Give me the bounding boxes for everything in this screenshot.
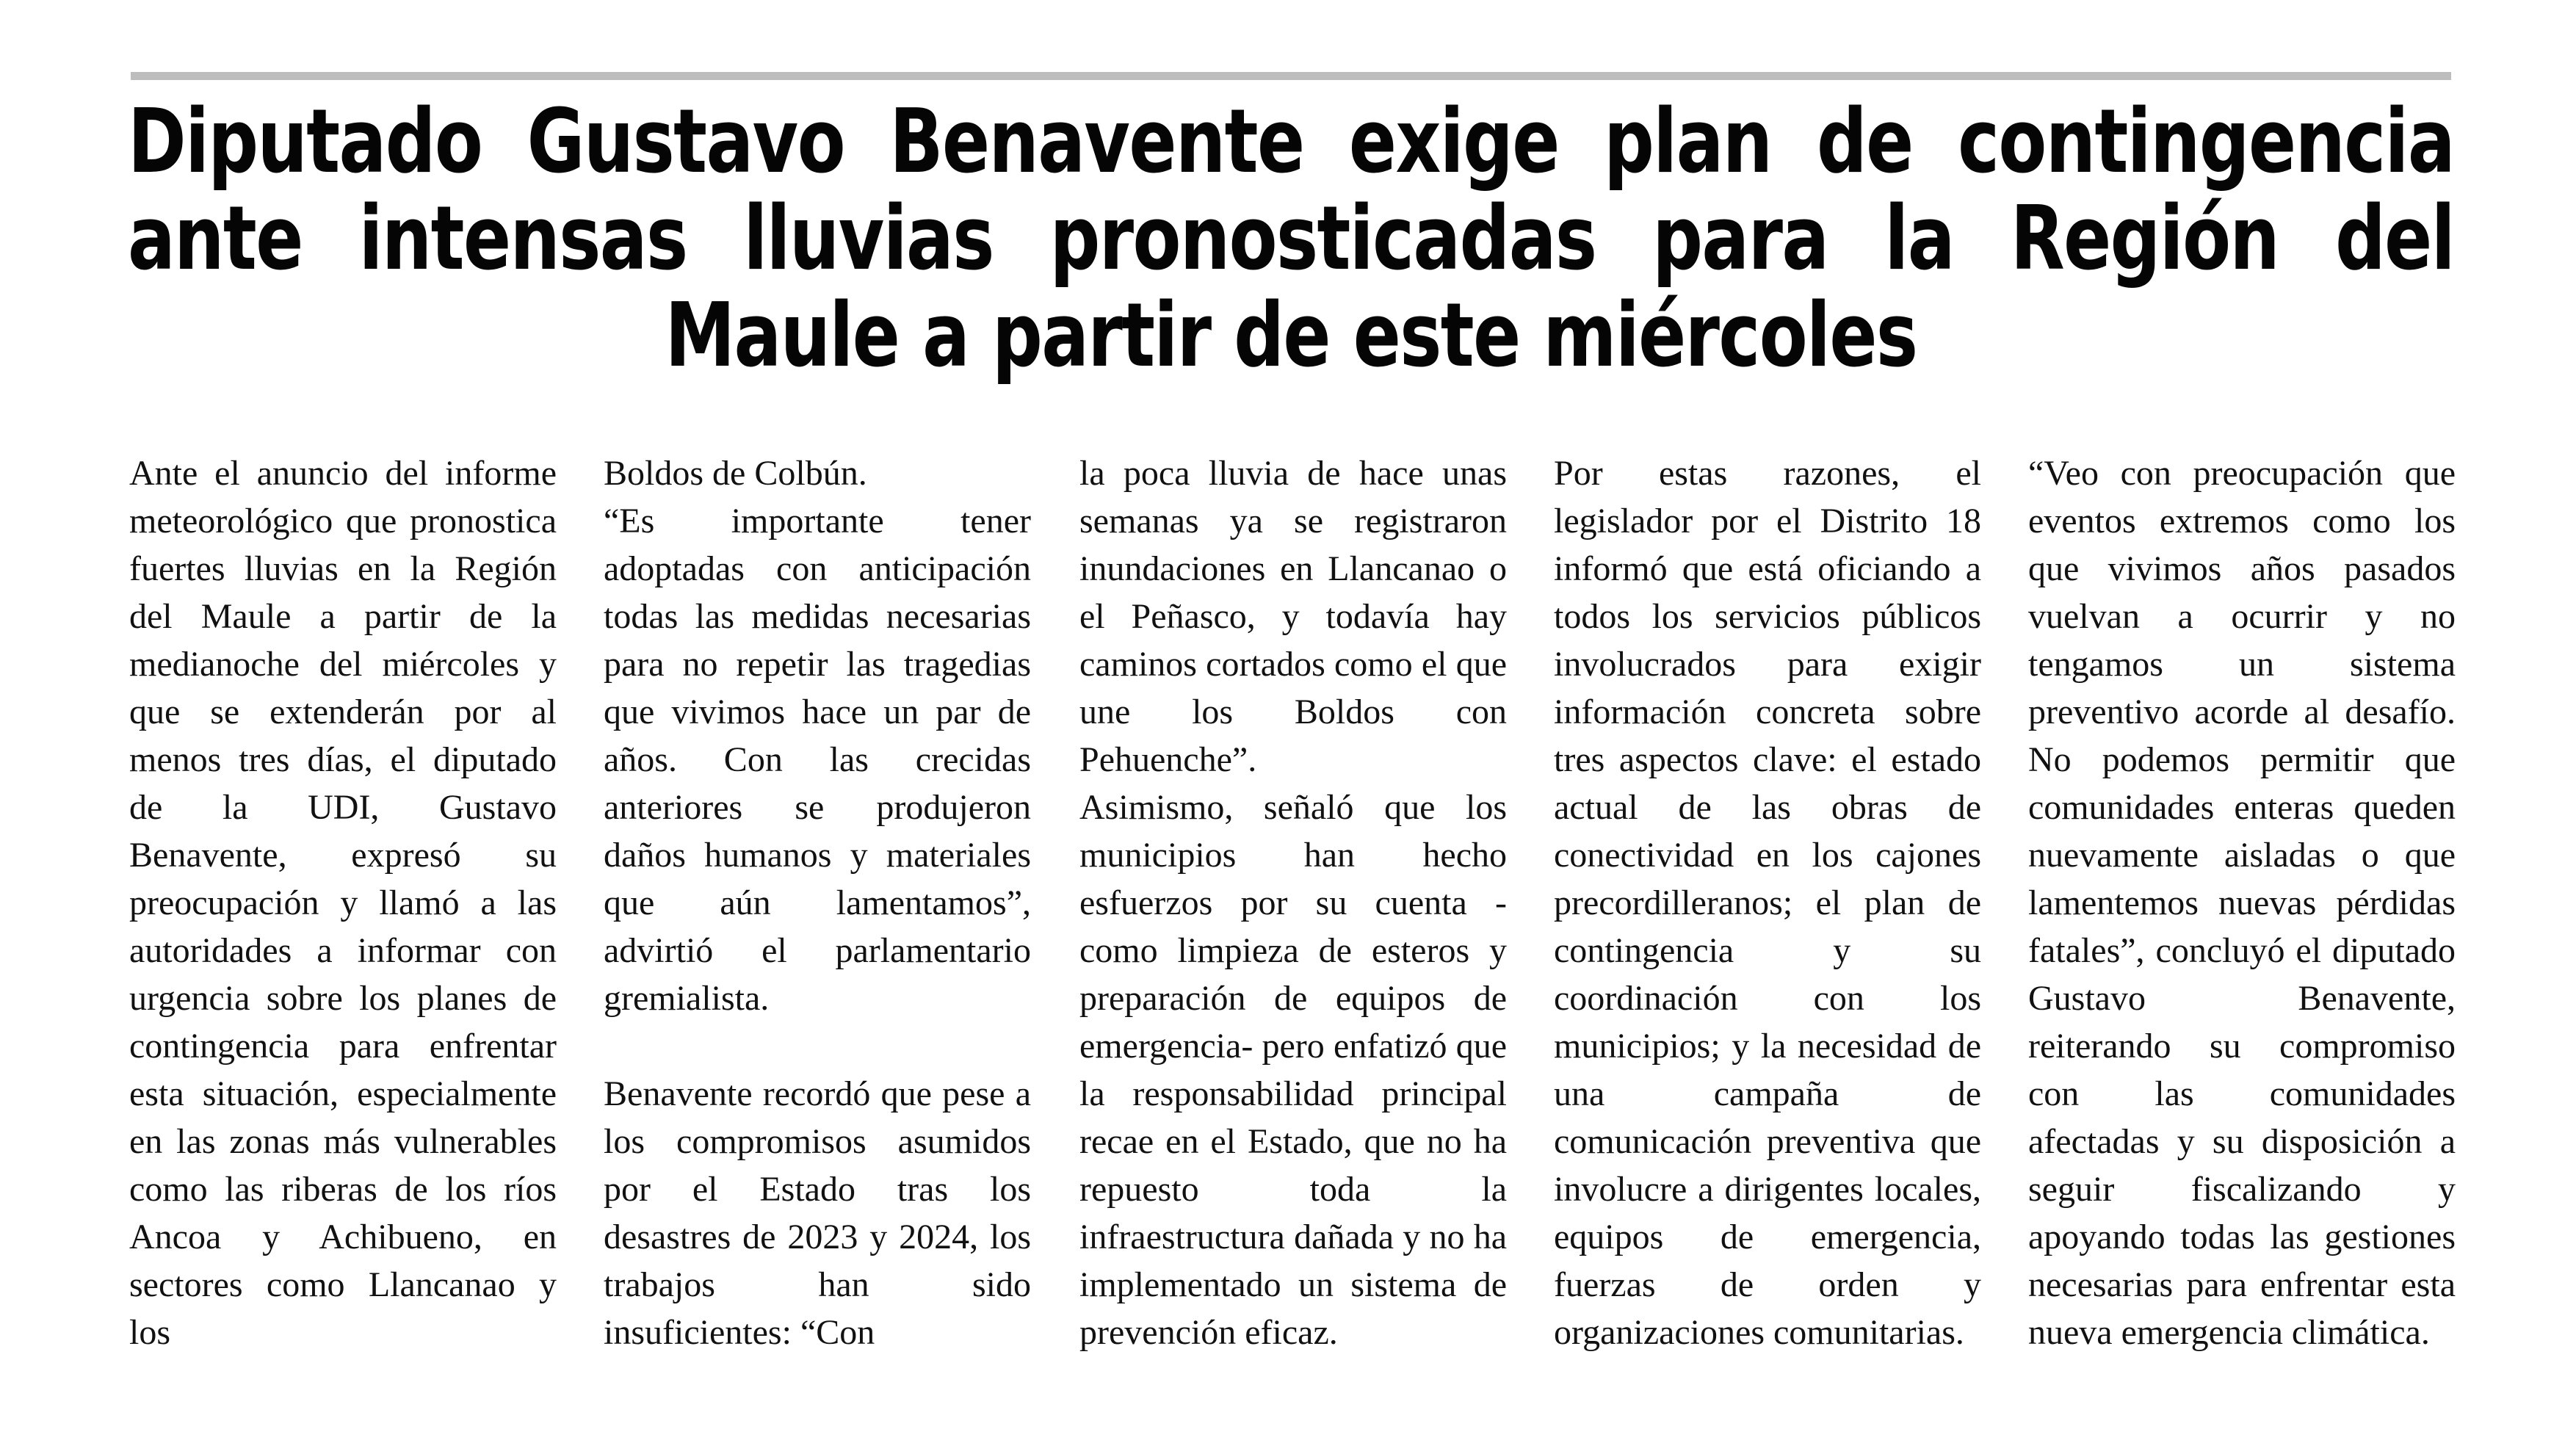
paragraph: Por estas razones, el legislador por el Distrito 18 informó que está oficiando a todos los servicios públicos involucrados para exigir información concreta sobre tres aspectos clave: el estado actual de las obras de conectividad en los cajones precordilleranos; el plan de contingencia y su coordinación con los municipios; y la necesidad de una campaña de comunicación preventiva que involucre a dirigentes locales, equipos de emergencia, fuerzas de orden y organizaciones comunitarias.: [1554, 454, 1981, 1352]
headline-line-3: Maule a partir de este miércoles: [665, 285, 1917, 387]
article-column-1: [129, 449, 557, 1356]
paragraph: Ante el anuncio del informe meteorológico que pronostica fuertes lluvias en la Región del Maule a partir de la medianoche del miércoles y que se extenderán por al menos tres días, el diputado de la UDI, Gustavo Benavente, expresó su preocupación y llamó a las autoridades a informar con urgencia sobre los planes de contingencia para enfrentar esta situación, especialmente en las zonas más vulnerables como las riberas de los ríos Ancoa y Achibueno, en sectores como Llancanao y los: [129, 454, 557, 1352]
headline-line-2: ante intensas lluvias pronosticadas para la Región del: [128, 188, 2454, 290]
paragraph: “Veo con preocupación que eventos extremos como los que vivimos años pasados vuelvan a ocurrir y no tengamos un sistema preventivo acorde al desafío. No podemos permitir que comunidades enteras queden nuevamente aisladas o que lamentemos nuevas pérdidas fatales”, concluyó el diputado Gustavo Benavente, reiterando su compromiso con las comunidades afectadas y su disposición a seguir fiscalizando y apoyando todas las gestiones necesarias para enfrentar esta nueva emergencia climática.: [2028, 454, 2456, 1352]
paragraph: Benavente recordó que pese a los compromisos asumidos por el Estado tras los desastres de 2023 y 2024, los trabajos han sido insuficientes: “Con: [604, 1074, 1031, 1352]
headline-line-1: Diputado Gustavo Benavente exige plan de contingencia: [128, 91, 2454, 193]
article-column-5: [2028, 449, 2456, 1356]
paragraph: “Es importante tener adoptadas con anticipación todas las medidas necesarias para no repetir las tragedias que vivimos hace un par de años. Con las crecidas anteriores se produjeron daños humanos y materiales que aún lamentamos”, advirtió el parlamentario gremialista.: [604, 502, 1031, 1018]
article-column-2: [604, 449, 1031, 1356]
article-column-4: [1554, 449, 1981, 1356]
paragraph: Boldos de Colbún.: [604, 454, 867, 493]
paragraph: la poca lluvia de hace unas semanas ya se registraron inundaciones en Llancanao o el Peñasco, y todavía hay caminos cortados como el que une los Boldos con Pehuenche”.: [1079, 454, 1507, 779]
paragraph: Asimismo, señaló que los municipios han hecho esfuerzos por su cuenta -como limpieza de esteros y preparación de equipos de emergencia- pero enfatizó que la responsabilidad principal recae en el Estado, que no ha repuesto toda la infraestructura dañada y no ha implementado un sistema de prevención eficaz.: [1079, 788, 1507, 1352]
article-column-3: [1079, 449, 1507, 1356]
headline: [128, 91, 2454, 387]
top-rule: [131, 72, 2451, 80]
